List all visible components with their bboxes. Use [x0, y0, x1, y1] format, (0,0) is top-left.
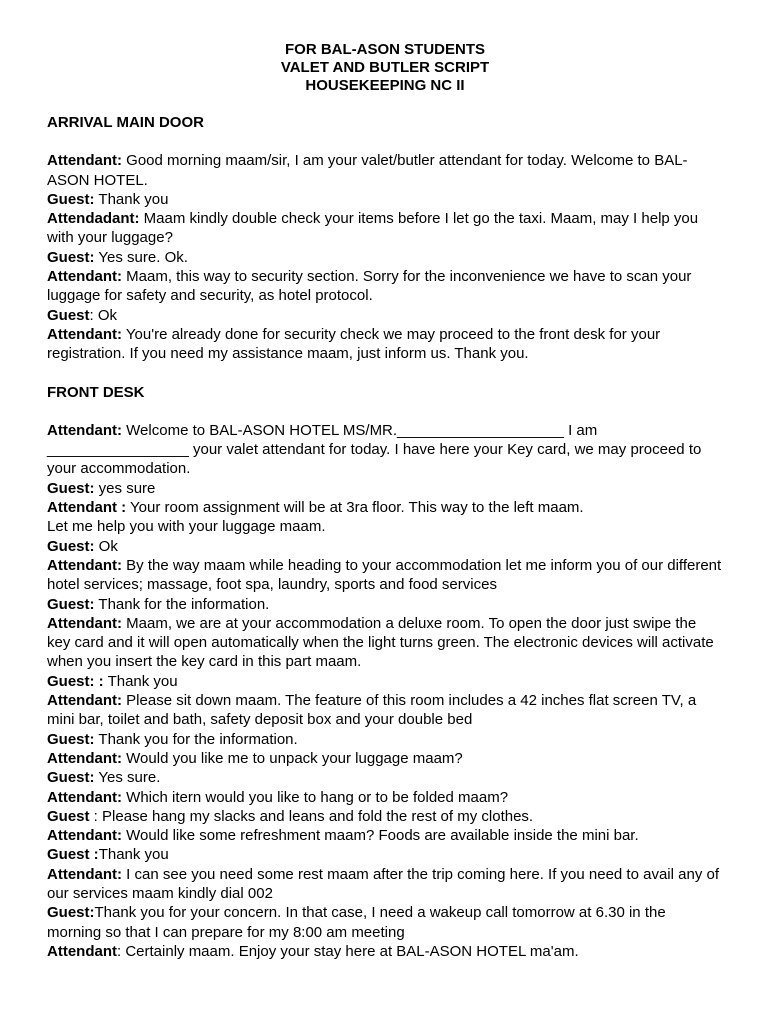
- dialogue-line: [47, 421, 723, 479]
- dialogue-line: [47, 498, 723, 517]
- speaker-label: Attendadant:: [47, 210, 140, 228]
- speaker-label: Guest: [47, 306, 90, 324]
- dialogue-line: [47, 537, 723, 556]
- speaker-label: Attendant:: [47, 788, 122, 806]
- dialogue-line: [47, 826, 723, 845]
- dialogue-text: Thank you: [98, 846, 169, 864]
- speaker-label: Attendant:: [47, 325, 122, 343]
- dialogue-text: : Ok: [89, 306, 118, 324]
- speaker-label: Attendant:: [47, 556, 122, 574]
- dialogue-text: Your room assignment will be at 3ra floor. This way to the left maam.: [126, 499, 584, 517]
- dialogue-line: [47, 190, 723, 209]
- dialogue-line: [47, 749, 723, 768]
- speaker-label: Attendant:: [47, 614, 122, 632]
- speaker-label: Attendant:: [47, 749, 122, 767]
- dialogue-text: By the way maam while heading to your accommodation let me inform you of our different hotel services; massage, foot spa, laundry, sports and food services: [47, 556, 722, 594]
- speaker-label: Attendant:: [47, 827, 122, 845]
- dialogue-line: [47, 942, 723, 961]
- dialogue-line: [47, 325, 723, 364]
- dialogue-text: yes sure: [94, 479, 156, 497]
- dialogue-line: [47, 556, 723, 595]
- speaker-label: Guest:: [47, 730, 95, 748]
- document-title: [47, 41, 723, 95]
- dialogue-text: Thank you: [103, 672, 178, 690]
- dialogue-text: Please sit down maam. The feature of this room includes a 42 inches flat screen TV, a mini bar, toilet and bath, safety deposit box and your double bed: [47, 692, 697, 729]
- dialogue-line: [47, 807, 723, 826]
- dialogue-text: Thank for the information.: [94, 595, 270, 613]
- dialogue-line: [47, 306, 723, 325]
- title-line: FOR BAL-ASON STUDENTS: [285, 41, 485, 58]
- speaker-label: Guest:: [47, 190, 95, 208]
- speaker-label: Attendant:: [47, 268, 122, 286]
- dialogue-text: Welcome to BAL-ASON HOTEL MS/MR.____________________ I am _________________ your valet attendant for today. I have here your Key card, we may proceed to your accommodation.: [47, 421, 702, 478]
- dialogue-line: [47, 209, 723, 248]
- section: [47, 383, 723, 962]
- dialogue-line: [47, 248, 723, 267]
- dialogue-line: [47, 903, 723, 942]
- section-heading: ARRIVAL MAIN DOOR: [47, 114, 204, 131]
- dialogue-line: [47, 865, 723, 904]
- speaker-label: Attendant:: [47, 152, 122, 170]
- dialogue-text: : Please hang my slacks and leans and fold the rest of my clothes.: [89, 807, 534, 825]
- speaker-label: Guest: [47, 807, 90, 825]
- dialogue-text: Maam, we are at your accommodation a deluxe room. To open the door just swipe the key card and it will open automatically when the light turns green. The electronic devices will activate when you insert the key card in this part maam.: [47, 614, 714, 671]
- speaker-label: Guest: :: [47, 672, 104, 690]
- dialogue-line: [47, 517, 723, 536]
- dialogue-text: Thank you: [94, 190, 169, 208]
- speaker-label: Guest:: [47, 769, 95, 787]
- dialogue-line: [47, 730, 723, 749]
- speaker-label: Attendant: [47, 942, 117, 960]
- speaker-label: Guest:: [47, 904, 95, 922]
- section: [47, 113, 723, 364]
- title-line: VALET AND BUTLER SCRIPT: [280, 59, 490, 76]
- speaker-label: Attendant :: [47, 499, 127, 517]
- speaker-label: Guest:: [47, 595, 95, 613]
- dialogue-text: Yes sure. Ok.: [94, 248, 188, 266]
- speaker-label: Guest:: [47, 248, 95, 266]
- dialogue-text: I can see you need some rest maam after the trip coming here. If you need to avail any of our services maam kindly dial 002: [47, 865, 719, 902]
- dialogue-line: [47, 614, 723, 672]
- dialogue-text: Ok: [94, 537, 118, 555]
- dialogue-text: Thank you for your concern. In that case, I need a wakeup call tomorrow at 6.30 in the morning so that I can prepare for my 8:00 am meeting: [47, 904, 666, 941]
- dialogue-line: [47, 691, 723, 730]
- dialogue-line: [47, 672, 723, 691]
- script-body: [47, 113, 723, 961]
- dialogue-text: Thank you for the information.: [94, 730, 298, 748]
- dialogue-line: [47, 768, 723, 787]
- speaker-label: Attendant:: [47, 692, 122, 710]
- dialogue-text: Maam, this way to security section. Sorry for the inconvenience we have to scan your luggage for safety and security, as hotel protocol.: [47, 268, 692, 305]
- dialogue-text: You're already done for security check we may proceed to the front desk for your registration. If you need my assistance maam, just inform us. Thank you.: [47, 325, 661, 363]
- speaker-label: Attendant:: [47, 421, 122, 439]
- dialogue-text: Which itern would you like to hang or to be folded maam?: [122, 788, 509, 806]
- dialogue-line: [47, 151, 723, 190]
- dialogue-text: Let me help you with your luggage maam.: [47, 518, 326, 536]
- dialogue-text: Would you like me to unpack your luggage maam?: [122, 749, 463, 767]
- dialogue-line: [47, 267, 723, 306]
- speaker-label: Guest:: [47, 479, 95, 497]
- dialogue-text: Yes sure.: [94, 769, 161, 787]
- speaker-label: Attendant:: [47, 865, 122, 883]
- dialogue-text: Maam kindly double check your items before I let go the taxi. Maam, may I help you with your luggage?: [47, 210, 699, 247]
- speaker-label: Guest :: [47, 846, 99, 864]
- dialogue-text: Good morning maam/sir, I am your valet/butler attendant for today. Welcome to BAL-ASON HOTEL.: [47, 152, 688, 189]
- dialogue-text: Would like some refreshment maam? Foods are available inside the mini bar.: [122, 827, 639, 845]
- document-page: [47, 41, 723, 980]
- dialogue-text: : Certainly maam. Enjoy your stay here at BAL-ASON HOTEL ma'am.: [117, 942, 579, 960]
- dialogue-line: [47, 845, 723, 864]
- dialogue-line: [47, 788, 723, 807]
- speaker-label: Guest:: [47, 537, 95, 555]
- section-heading: FRONT DESK: [47, 383, 145, 401]
- title-line: HOUSEKEEPING NC II: [305, 77, 465, 94]
- dialogue-line: [47, 595, 723, 614]
- dialogue-line: [47, 479, 723, 498]
